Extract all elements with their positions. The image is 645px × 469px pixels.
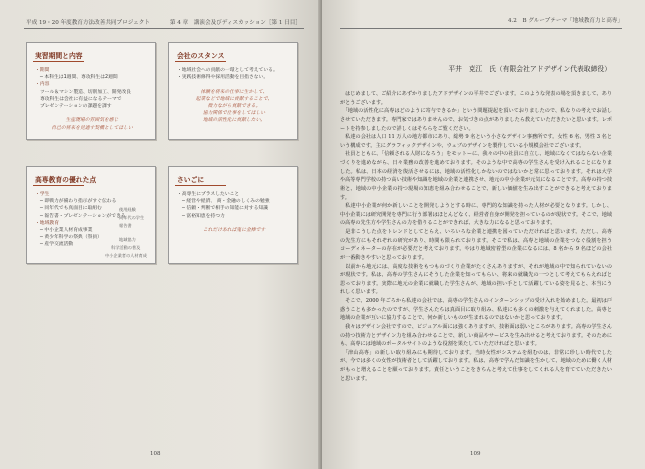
page-number-left: 108 — [150, 451, 161, 457]
slide-body — [177, 191, 291, 234]
slide-line: 協力関係で仕事をしてほしい — [202, 111, 266, 117]
slide-line: ・地域教育 — [35, 220, 59, 226]
side-note: 中小企業者の人材育成 — [105, 253, 147, 258]
slide-line — [177, 220, 291, 227]
slide-line: ─ 経営や経済、 商・金融のしくみの勉強 — [182, 199, 270, 205]
slide-line: ・高専生にプラスしたいこと — [177, 192, 240, 197]
running-header-section: 4.2 B グループテーマ「地域教育力と高専」 — [507, 18, 623, 24]
slide-title-underline — [33, 185, 84, 186]
body-paragraph: 以前から地元には、高度な技術をもつものづくり企業がたくさんありますが、それが地域の中で知られていないのが現状です。私は、高専の学生さんにそうした企業を知ってもらい、将来の就職先の一つとして考えてもらえればと思っております。実際に地元の企業に就職した学生さんが、地域の担い手として活躍している姿を見ると、本当にうれしく思います。 — [340, 263, 612, 296]
side-note: 報告書 — [119, 223, 132, 228]
slide-title: さいごに — [177, 176, 205, 184]
slide-line: ─ 即戦力が備わり指示がすぐ伝わる — [40, 199, 117, 205]
body-paragraph: はじめまして、ご紹介にあずかりましたアドデザインの平井でございます。このような発表の場を頂きまして、ありがとうございます。 — [340, 91, 612, 106]
slide-kosen-strengths — [26, 166, 156, 264]
slide-line: 起業などで地域に貢献することで、 — [195, 96, 273, 102]
slide-title-underline — [175, 185, 226, 186]
slide-title: 実習期間と内容 — [35, 52, 83, 60]
slide-body — [35, 67, 149, 132]
slide-line: ・期間 — [35, 68, 50, 73]
header-rule — [24, 28, 304, 29]
slide-line — [177, 81, 291, 88]
body-paragraph: 「津山高専」の新しい取り組みにも期待しております。当時女性がシステムを組むのは、非常に珍しい時代でしたが、今では多くの女性が技術者として活躍しております。私は、高専で学んだ知識を生かして、地域のために働く人材がもっと増えることを願っております。責任ということをきちんと考えて仕事をしてくれる人を育てていただきたいと思います。 — [340, 349, 612, 382]
body-paragraph: 是非こうした点をトレンドとしてとらえ、いろいろな企業と連携を図っていただければと思います。ただし、高専の先生方にもそれぞれの研究があり、時間も限られております。そこで私は、高専と地域の企業をつなぐ役割を担うコーディネーターの存在が必要だと考えております。やはり地域密着型の企業になるには、8 名から 9 名ほどの会社が一番動きやすいと思っております。 — [340, 229, 612, 261]
speaker-byline: 平井 克江 氏（有限会社アドデザイン代表取締役） — [448, 65, 611, 73]
slide-line: プレゼンテーションの課題を課す — [40, 104, 112, 110]
side-note: 使用経験 — [119, 207, 136, 212]
body-paragraph: 我々はデザイン会社ですので、ビジュアル面には強くありますが、技術面は弱いところがあります。高専の学生さんの持つ技術力とデザイン力を組み合わせることで、新しい商品やサービスを生み出せると考えております。そのためにも、高専には地域のポータルサイトのような役割を果たしていただければと思います。 — [340, 323, 612, 348]
side-note: 地域協力 — [119, 237, 136, 242]
slide-line: ・地域社会への貢献の一環として考えている。 — [177, 68, 278, 73]
header-rule — [340, 28, 622, 29]
slide-line: 自己の将来を見通す契機としてほしい — [51, 125, 133, 131]
slide-title: 高専教育の優れた点 — [35, 176, 97, 184]
body-paragraph: 社員とともに、「信頼される人財になろう」をモットーに、我々の中の社員に自立し、地域になくてはならない企業づくりを進めながら、日々業務の改善を進めております。そのような中で高専の学生さんを受け入れることになりました。私は、日本の経済を復活させるには、地域の活性化しかないのではないかと常に思っております。それは大学や高等専門学校の持つ高い技術や知識を地域の企業と連携させ、地元の中小企業が元気になることです。高専の持つ技術と、地域の中小企業の持つ現場の知恵を組み合わせることで、新しい価値を生み出すことができると考えております。 — [340, 151, 612, 201]
slide-line: 生産現場の雰囲気を感じ — [65, 118, 119, 124]
slide-line — [35, 110, 149, 117]
body-paragraph: 私達の会社は人口 11 万人の地方都市にあり、総勢 9 名という小さなデザイン事務所です。女性 6 名、男性 3 名という構成です。主にグラフィックデザインや、ウェブのデザインを製作している小規模会社でございます。 — [340, 134, 612, 149]
left-page — [0, 0, 321, 469]
running-header-chapter: 第 4 章 講演会及びディスカッション［第 1 日目］ — [169, 20, 301, 26]
side-note: 科学活動の普及 — [111, 245, 141, 250]
slide-line: 専攻科生は会社に有益になるテーマで — [40, 96, 122, 102]
slide-line: ─ 黄少年科学の祭典（祭員） — [40, 235, 102, 241]
slide-line: ・実践技術修得や採用活動を目指さない。 — [177, 75, 269, 81]
slide-line: ・内容 — [35, 82, 50, 88]
slide-line: ─ 富裕知恵を持つ力 — [182, 213, 225, 219]
slide-line: ─ 報告書・プレゼンテーションができる — [40, 213, 126, 219]
slide-line: ─ 信頼・判断で相手の知能に対する知識 — [182, 206, 268, 212]
running-header-left: 平成 19・20 年度教育方法改善共同プロジェクト — [26, 20, 150, 26]
speech-body — [340, 90, 612, 383]
slide-line: ─ 本科生は1週間、専攻科生は2週間 — [40, 75, 118, 81]
slide-body — [177, 67, 291, 125]
running-header-right — [508, 16, 623, 24]
slide-line: 体験を将来の仕事に生かして、 — [200, 89, 268, 95]
slide-title: 会社のスタンス — [177, 52, 225, 60]
page-number-right: 109 — [470, 451, 481, 457]
slide-line: ─ 産学交流活動 — [40, 242, 74, 248]
slide-line: ─ 同年代でも真面目に取組む — [40, 206, 102, 212]
body-paragraph: そこで、2000 年ごろから私達の会社では、高専の学生さんのインターンシップの受け入れを始めました。最初は戸惑うことも多かったのですが、学生さんたちは真面目に取り組み、私達にも多くの刺激を与えてくれました。高専と地域の企業が互いに協力することで、何か新しいものが生まれるのではないかと思っております。 — [340, 298, 612, 322]
body-paragraph: 私達中小企業が何か新しいことを開発しようとする時に、専門的な知識を持った人材が必要となります。しかし、中小企業には研究開発を専門に行う部署はほとんどなく、経営者自身が開発を担っているのが現状です。そこで、地域の高専の先生方や学生さんの力を借りることができれば、大きな力になると思っております。 — [340, 203, 612, 227]
slide-title-underline — [175, 61, 226, 62]
body-paragraph: 「地域の活性化に高専はどのように寄与できるか」という問題提起を頂いておりましたので、私なりの考えでお話しさせていただきます。専門家ではありませんので、お気づきの点がありましたら教えていただきたいと思います。レポートを持参しましたので詳しくはそちらをご覧ください。 — [340, 108, 612, 132]
slide-line: 微力ながら貢献できる。 — [207, 104, 261, 110]
slide-title-underline — [33, 61, 84, 62]
slide-line: ─ 中小企業人材育成事業 — [40, 228, 93, 234]
slide-line: ツール＆マシン製造、切削加工、開発改良 — [40, 89, 131, 95]
side-note: 同年代の学生 — [119, 215, 145, 220]
slide-line: これだけあれば鬼に金棒です — [202, 228, 266, 234]
slide-practicum — [26, 42, 156, 140]
slide-line: ・学生 — [35, 192, 50, 197]
slide-line: 地域の活性化に貢献したい。 — [202, 118, 266, 124]
slide-company-stance — [168, 42, 298, 140]
slide-closing — [168, 166, 298, 264]
